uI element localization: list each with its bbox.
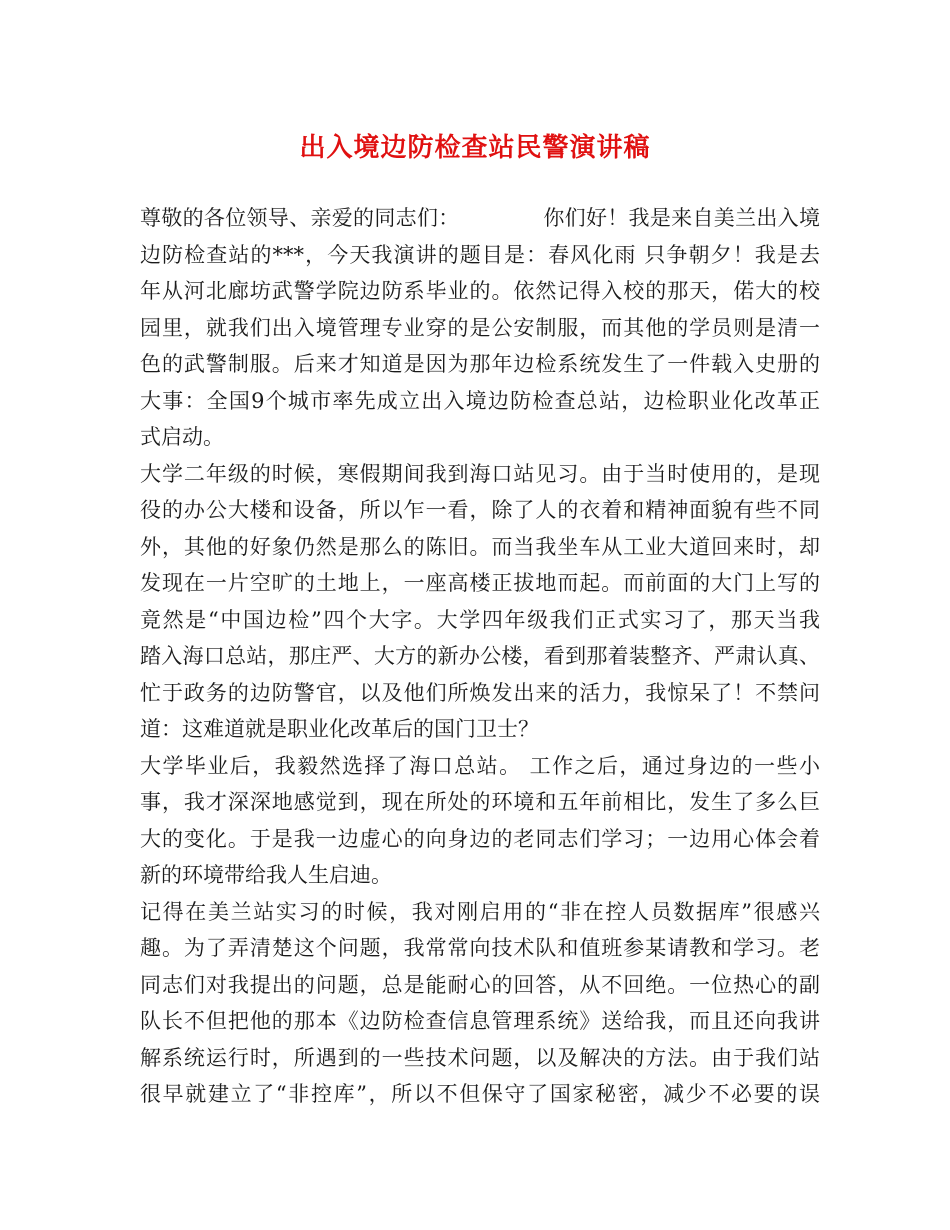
text-line: 色的武警制服。后来才知道是因为那年边检系统发生了一件载入史册的 xyxy=(140,352,820,376)
text-line: 事，我才深深地感觉到，现在所处的环境和五年前相比，发生了多么巨 xyxy=(140,790,820,814)
text-line: 役的办公大楼和设备，所以乍一看，除了人的衣着和精神面貌有些不同 xyxy=(140,498,820,522)
text-line: 道：这难道就是职业化改革后的国门卫士？ xyxy=(140,717,539,741)
text-line: 大学二年级的时候，寒假期间我到海口站见习。由于当时使用的，是现 xyxy=(140,461,820,486)
text-line: 队长不但把他的那本《边防检查信息管理系统》送给我，而且还向我讲 xyxy=(140,1009,820,1033)
text-line: 很早就建立了“非控库”，所以不但保守了国家秘密，减少不必要的误 xyxy=(140,1082,820,1106)
text-line: 尊敬的各位领导、亲爱的同志们： 你们好！我是来自美兰出入境 xyxy=(140,206,820,230)
text-line: 年从河北廊坊武警学院边防系毕业的。依然记得入校的那天，偌大的校 xyxy=(140,279,820,303)
text-line: 园里，就我们出入境管理专业穿的是公安制服，而其他的学员则是清一 xyxy=(140,315,820,340)
text-line: 踏入海口总站，那庄严、大方的新办公楼，看到那着装整齐、严肃认真、 xyxy=(140,644,820,668)
text-line: 忙于政务的边防警官，以及他们所焕发出来的活力，我惊呆了！不禁问 xyxy=(140,680,820,705)
text-line: 解系统运行时，所遇到的一些技术问题，以及解决的方法。由于我们站 xyxy=(140,1045,820,1070)
text-line: 趣。为了弄清楚这个问题，我常常向技术队和值班参某请教和学习。老 xyxy=(140,936,820,960)
text-line: 外，其他的好象仍然是那么的陈旧。而当我坐车从工业大道回来时，却 xyxy=(140,534,820,559)
text-line: 发现在一片空旷的土地上，一座高楼正拔地而起。而前面的大门上写的 xyxy=(140,571,820,595)
document-title: 出入境边防检查站民警演讲稿 xyxy=(299,133,651,163)
text-line: 大事：全国9个城市率先成立出入境边防检查总站，边检职业化改革正 xyxy=(140,388,820,413)
text-line: 大的变化。于是我一边虚心的向身边的老同志们学习；一边用心体会着 xyxy=(140,826,820,851)
text-line: 竟然是“中国边检”四个大字。大学四年级我们正式实习了，那天当我 xyxy=(140,607,820,632)
text-line: 记得在美兰站实习的时候，我对刚启用的“非在控人员数据库”很感兴 xyxy=(140,899,820,924)
text-line: 新的环境带给我人生启迪。 xyxy=(140,863,392,887)
text-line: 式启动。 xyxy=(140,425,224,449)
text-line: 同志们对我提出的问题，总是能耐心的回答，从不回绝。一位热心的副 xyxy=(140,972,820,997)
text-line: 边防检查站的***，今天我演讲的题目是：春风化雨 只争朝夕！我是去 xyxy=(140,242,820,267)
text-line: 大学毕业后，我毅然选择了海口总站。 工作之后，通过身边的一些小 xyxy=(140,753,820,778)
document-body xyxy=(140,200,820,1113)
